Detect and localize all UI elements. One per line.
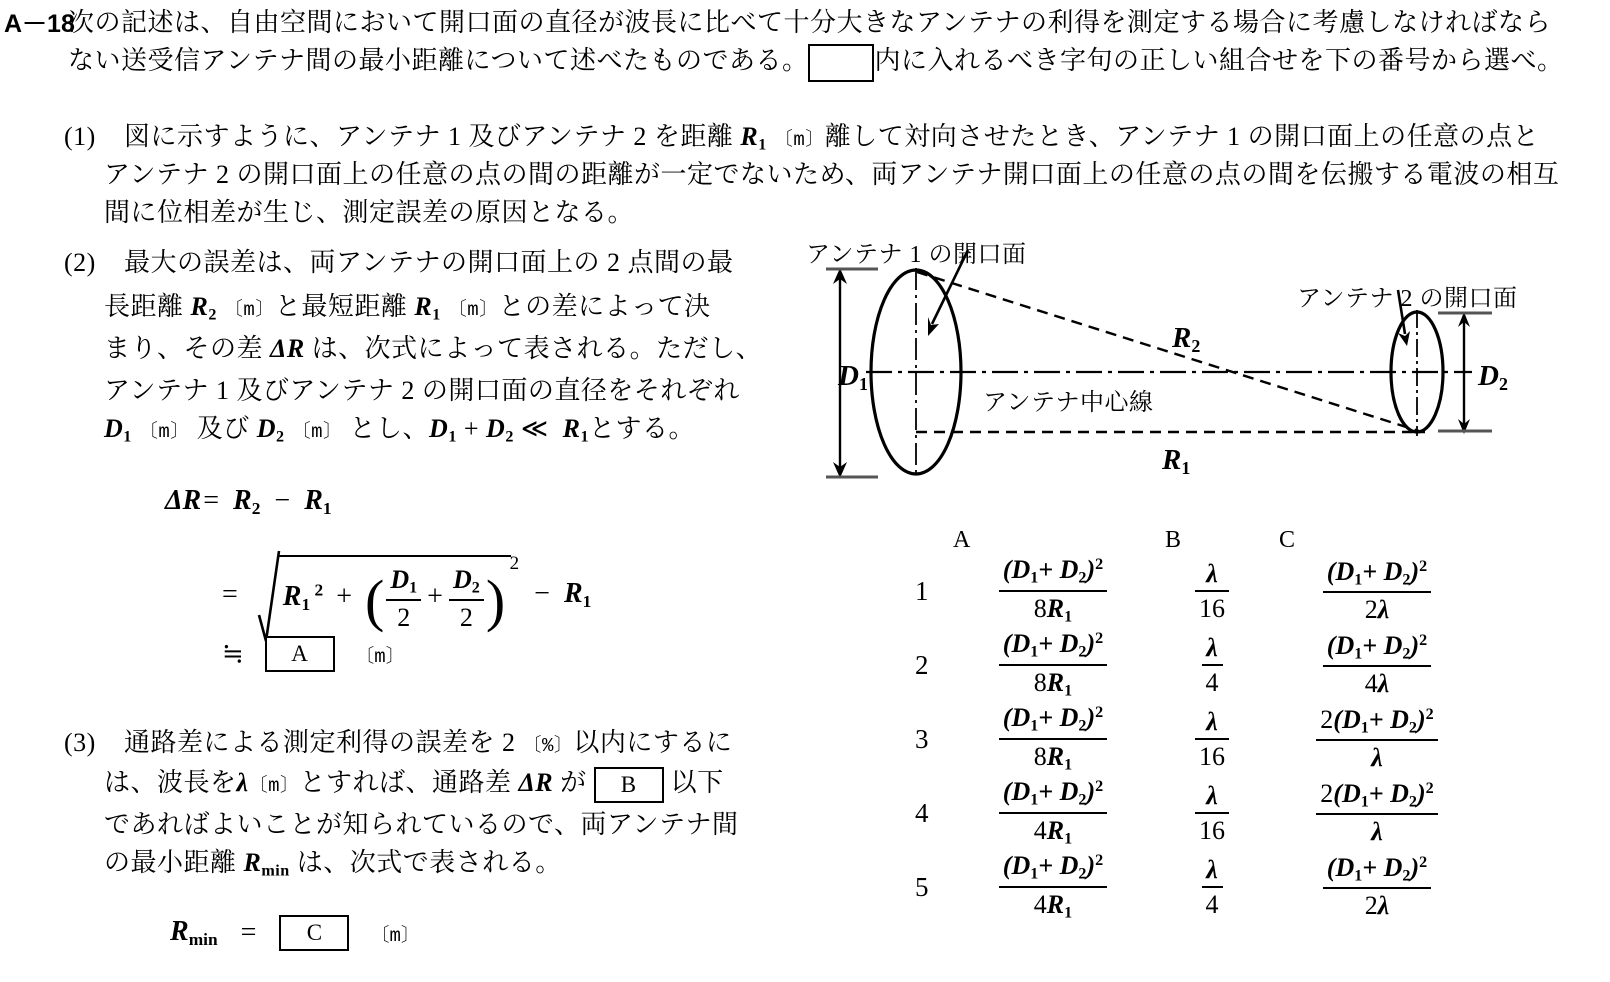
answer-cell-c-5	[1267, 853, 1487, 921]
item-1-line-1: 図に示すように、アンテナ 1 及びアンテナ 2 を距離 $R_1$ 〔m〕離して対向させたとき、アンテナ 1 の開口面上の任意の点と	[124, 122, 1540, 154]
answer-blank-box-c: C	[279, 915, 349, 951]
intro-line-2-text-a: ない送受信アンテナ間の最小距離について述べたものである。	[68, 46, 809, 75]
answer-cell-b-1	[1157, 559, 1267, 624]
answer-cell-b-3	[1157, 707, 1267, 772]
answer-cell-a-2	[949, 629, 1157, 700]
intro-line-2-text-b: 内に入れるべき字句の正しい組合せを下の番号から選べ。	[874, 46, 1564, 75]
antenna2-label: アンテナ 2 の開口面	[1297, 286, 1518, 312]
answer-row-number-5: 5	[915, 871, 929, 902]
antenna1-label: アンテナ 1 の開口面	[806, 242, 1027, 268]
fraction-b-3: $\frac{\lambda}{16}$	[1195, 707, 1229, 772]
d1-label: $D_1$	[838, 360, 868, 395]
center-line-label: アンテナ中心線	[983, 390, 1154, 416]
item-1-marker: (1)	[64, 122, 96, 151]
answer-row-number-4: 4	[915, 797, 929, 828]
fraction-b-1: $\frac{\lambda}{16}$	[1195, 559, 1229, 624]
answer-blank-box-b: B	[594, 767, 664, 803]
fraction-b-2: $\frac{\lambda}{4}$	[1202, 633, 1223, 698]
answer-row-5[interactable]	[915, 850, 1499, 924]
unit-meter-c: 〔m〕	[370, 924, 420, 947]
column-header-a: A	[953, 527, 971, 553]
answer-cell-c-4	[1267, 779, 1487, 847]
question-id: A－18	[4, 10, 75, 38]
answer-row-1[interactable]	[915, 554, 1499, 628]
answer-cell-c-3	[1267, 705, 1487, 773]
answer-cell-c-1	[1267, 557, 1487, 625]
formula-approx-line	[222, 636, 405, 672]
item-2-line-4: アンテナ 1 及びアンテナ 2 の開口面の直径をそれぞれ	[104, 376, 740, 405]
answer-cell-c-2	[1267, 631, 1487, 699]
square-root-expression: $R_1$ $^2$ + ( $\frac{D_1}{2}$ + $\frac{D_2}{2}$ ) 2	[257, 545, 511, 645]
answer-blank-box-intro	[808, 44, 874, 82]
answer-row-number-3: 3	[915, 723, 929, 754]
fraction-c-2: $\frac{(D_1+ D_2)^2}{4\lambda}$	[1323, 631, 1431, 699]
item-3-line-1: 通路差による測定利得の誤差を 2 〔%〕以内にするに	[124, 728, 733, 757]
item-1-line-3: 間に位相差が生じ、測定誤差の原因となる。	[104, 198, 635, 227]
fraction-a-5: $\frac{(D_1+ D_2)^2}{4R_1}$	[999, 851, 1107, 922]
answer-choices-table	[915, 528, 1499, 924]
item-2-line-1: 最大の誤差は、両アンテナの開口面上の 2 点間の最	[124, 248, 734, 277]
answer-cell-a-1	[949, 555, 1157, 626]
answer-cell-b-2	[1157, 633, 1267, 698]
fraction-a-2: $\frac{(D_1+ D_2)^2}{8R_1}$	[999, 629, 1107, 700]
column-header-b: B	[1165, 527, 1182, 553]
answer-cell-b-4	[1157, 781, 1267, 846]
unit-meter-a: 〔m〕	[355, 645, 405, 668]
formula-rmin-line: $R_{min} = C$ 〔m〕	[170, 915, 420, 951]
column-header-c: C	[1279, 527, 1296, 553]
item-3-line-2: は、波長をλ〔m〕とすれば、通路差 ΔR が B 以下	[104, 764, 724, 805]
r2-label: $R_2$	[1172, 322, 1201, 357]
answer-row-number-2: 2	[915, 649, 929, 680]
fraction-a-3: $\frac{(D_1+ D_2)^2}{8R_1}$	[999, 703, 1107, 774]
d2-label: $D_2$	[1478, 360, 1508, 395]
answer-cell-a-5	[949, 851, 1157, 922]
fraction-c-3: $\frac{2(D_1+ D_2)^2}{\lambda}$	[1316, 705, 1437, 773]
answer-row-2[interactable]	[915, 628, 1499, 702]
fraction-c-4: $\frac{2(D_1+ D_2)^2}{\lambda}$	[1316, 779, 1437, 847]
fraction-b-5: $\frac{\lambda}{4}$	[1202, 855, 1223, 920]
fraction-d2-over-2: $\frac{D_2}{2}$	[449, 565, 484, 633]
formula-delta-r-line-2: = $R_1$ $^2$ + ( $\frac{D_1}{2}$ + $\frac{D_2}{2}$ ) 2 − $R_1$	[222, 545, 591, 645]
fraction-c-5: $\frac{(D_1+ D_2)^2}{2\lambda}$	[1323, 853, 1431, 921]
fraction-d1-over-2: $\frac{D_1}{2}$	[386, 565, 421, 633]
equals-symbol: =	[240, 917, 257, 948]
item-1-line-2: アンテナ 2 の開口面上の任意の点の間の距離が一定でないため、両アンテナ開口面上の任意の点の間を伝搬する電波の相互	[104, 160, 1560, 189]
intro-line-1: 次の記述は、自由空間において開口面の直径が波長に比べて十分大きなアンテナの利得を測定する場合に考慮しなければなら	[68, 8, 1551, 37]
answer-cell-a-3	[949, 703, 1157, 774]
answer-cell-b-5	[1157, 855, 1267, 920]
answer-table-header-row	[915, 528, 1499, 554]
fraction-a-4: $\frac{(D_1+ D_2)^2}{4R_1}$	[999, 777, 1107, 848]
item-3-line-3: であればよいことが知られているので、両アンテナ間	[104, 810, 739, 839]
fraction-a-1: $\frac{(D_1+ D_2)^2}{8R_1}$	[999, 555, 1107, 626]
answer-row-3[interactable]	[915, 702, 1499, 776]
r1-label: $R_1$	[1162, 444, 1191, 479]
fraction-c-1: $\frac{(D_1+ D_2)^2}{2\lambda}$	[1323, 557, 1431, 625]
item-3-marker: (3)	[64, 728, 96, 757]
item-2-line-3: まり、その差 ΔR は、次式によって表される。ただし、	[104, 334, 763, 363]
item-2-marker: (2)	[64, 248, 96, 277]
approx-equal-symbol: ≒	[222, 639, 244, 668]
answer-cell-a-4	[949, 777, 1157, 848]
formula-delta-r-line-1: $\Delta R= R_2 - R_1$	[165, 485, 332, 518]
item-2-line-5: $D_1$ 〔m〕 及び $D_2$ 〔m〕 とし、$D_1 + D_2$ ≪ $R_1$とする。	[104, 414, 696, 446]
antenna-diagram	[800, 232, 1600, 507]
intro-line-2	[68, 42, 1563, 82]
item-2-line-2: 長距離 $R_2$ 〔m〕と最短距離 $R_1$ 〔m〕との差によって決	[104, 292, 711, 324]
answer-row-number-1: 1	[915, 575, 929, 606]
answer-blank-box-a: A	[265, 636, 335, 672]
answer-row-4[interactable]	[915, 776, 1499, 850]
fraction-b-4: $\frac{\lambda}{16}$	[1195, 781, 1229, 846]
item-3-line-4: の最小距離 $R_{min}$ は、次式で表される。	[104, 848, 562, 880]
